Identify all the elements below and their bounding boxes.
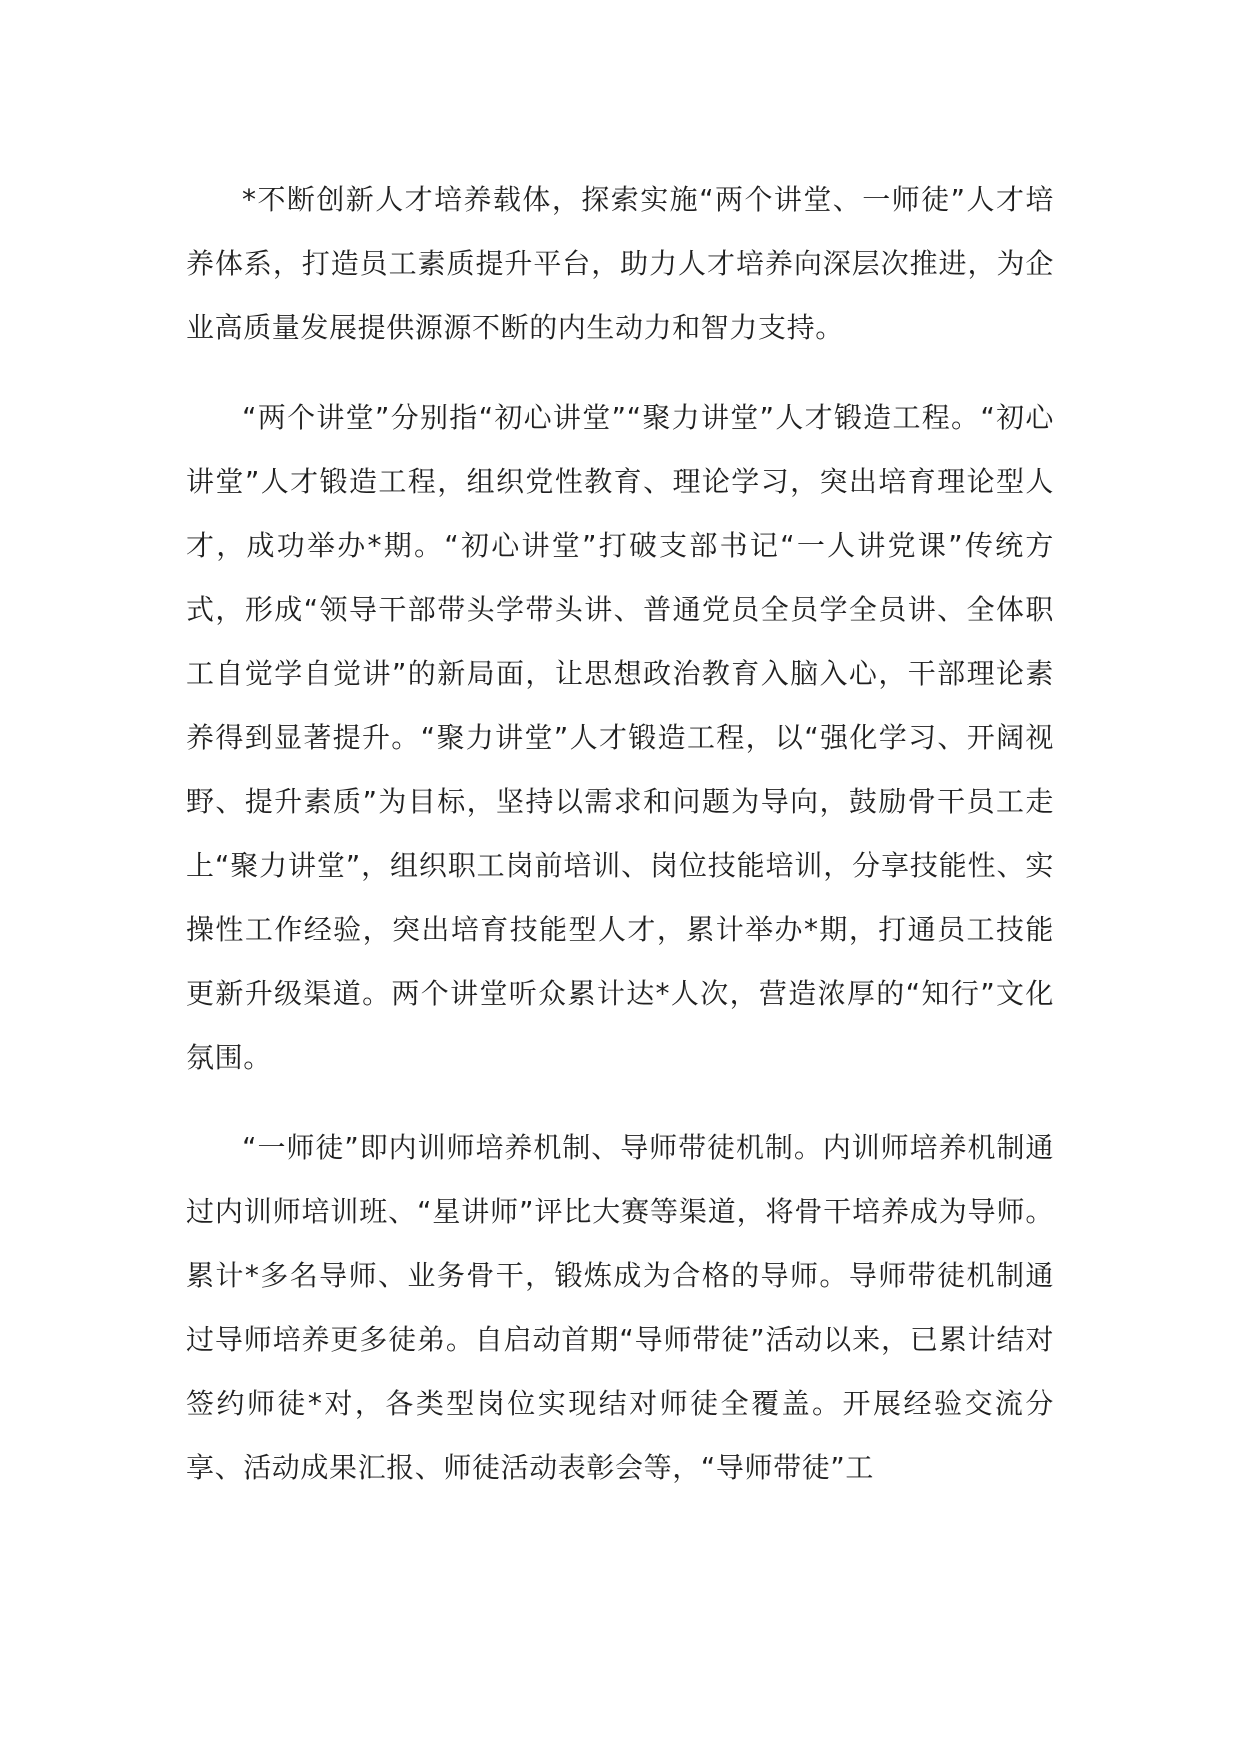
paragraph-two-lecture-halls: “两个讲堂”分别指“初心讲堂”“聚力讲堂”人才锻造工程。“初心讲堂”人才锻造工程，组织党性教育、理论学习，突出培育理论型人才，成功举办*期。“初心讲堂”打破支部书记“一人讲党课”传统方式，形成“领导干部带头学带头讲、普通党员全员学全员讲、全体职工自觉学自觉讲”的新局面，让思想政治教育入脑入心，干部理论素养得到显著提升。“聚力讲堂”人才锻造工程，以“强化学习、开阔视野、提升素质”为目标，坚持以需求和问题为导向，鼓励骨干员工走上“聚力讲堂”，组织职工岗前培训、岗位技能培训，分享技能性、实操性工作经验，突出培育技能型人才，累计举办*期，打通员工技能更新升级渠道。两个讲堂听众累计达*人次，营造浓厚的“知行”文化氛围。 <box>186 401 1054 1074</box>
paragraph-talent-carrier: *不断创新人才培养载体，探索实施“两个讲堂、一师徒”人才培养体系，打造员工素质提升平台，助力人才培养向深层次推进，为企业高质量发展提供源源不断的内生动力和智力支持。 <box>186 183 1054 344</box>
document-body <box>186 168 1054 1526</box>
paragraph-mentor-apprentice: “一师徒”即内训师培养机制、导师带徒机制。内训师培养机制通过内训师培训班、“星讲师”评比大赛等渠道，将骨干培养成为导师。累计*多名导师、业务骨干，锻炼成为合格的导师。导师带徒机制通过导师培养更多徒弟。自启动首期“导师带徒”活动以来，已累计结对签约师徒*对，各类型岗位实现结对师徒全覆盖。开展经验交流分享、活动成果汇报、师徒活动表彰会等，“导师带徒”工 <box>186 1131 1054 1484</box>
